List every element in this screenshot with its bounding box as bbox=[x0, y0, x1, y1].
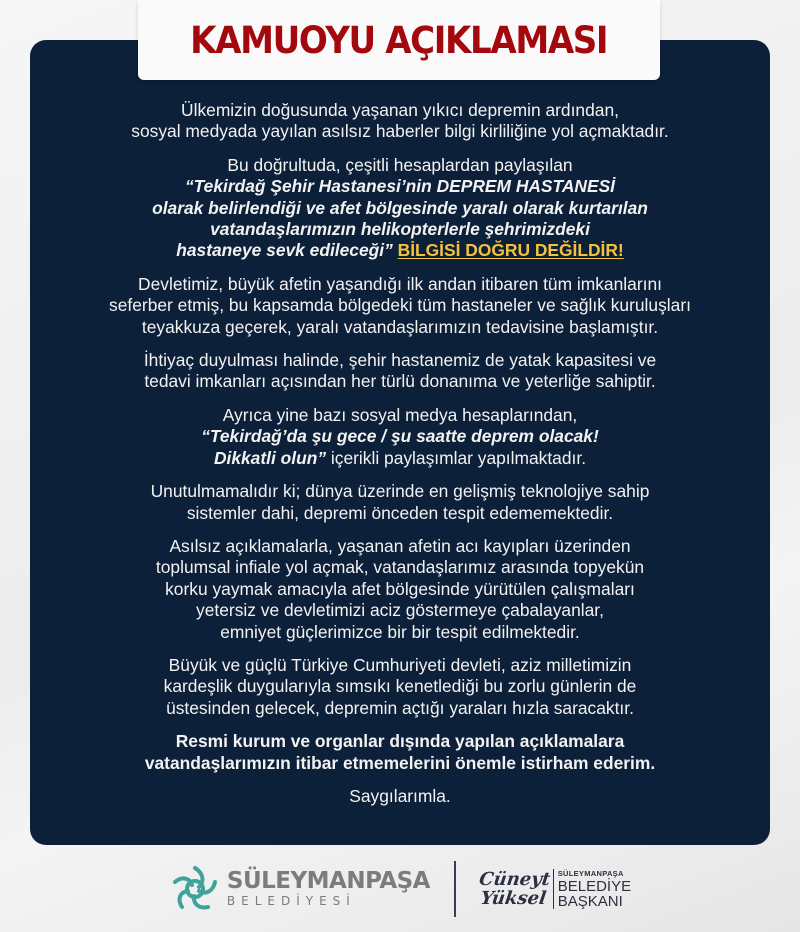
text-line: yetersiz ve devletimizi aciz göstermeye çabalayanlar, bbox=[196, 600, 604, 621]
paragraph-2 bbox=[30, 155, 770, 262]
text-line: Bu doğrultuda, çeşitli hesaplardan paylaşılan bbox=[227, 154, 573, 175]
paragraph-3 bbox=[30, 274, 770, 338]
text-line: sosyal medyada yayılan asılsız haberler bilgi kirliliğine yol açmaktadır. bbox=[131, 121, 669, 142]
mayor-title-line: BAŞKANI bbox=[557, 892, 623, 910]
quote-text: hastaneye sevk edileceği” bbox=[176, 240, 393, 261]
signature-first-name: Cüneyt bbox=[477, 868, 552, 890]
paragraph-1 bbox=[30, 100, 770, 143]
org-name-main: SÜLEYMANPAŞA bbox=[226, 867, 430, 894]
page-title: KAMUOYU AÇIKLAMASI bbox=[190, 18, 608, 62]
text-line: Resmi kurum ve organlar dışında yapılan açıklamalara bbox=[175, 731, 625, 752]
text-line: tedavi imkanları açısından her türlü donanıma ve yeterliğe sahiptir. bbox=[144, 371, 656, 392]
text-line: Devletimiz, büyük afetin yaşandığı ilk andan itibaren tüm imkanlarını bbox=[138, 273, 662, 294]
quote-line: “Tekirdağ’da şu gece / şu saatte deprem olacak! bbox=[201, 426, 599, 447]
mayor-title-line: BELEDİYE bbox=[557, 877, 632, 895]
mayor-signature-block bbox=[478, 869, 631, 909]
text-line: Asılsız açıklamalarla, yaşanan afetin acı kayıpları üzerinden bbox=[169, 535, 631, 556]
municipality-name bbox=[227, 869, 430, 909]
quote-line: vatandaşlarımızın helikopterlerle şehrimizdeki bbox=[210, 219, 590, 240]
text-line: İhtiyaç duyulması halinde, şehir hastanemiz de yatak kapasitesi ve bbox=[143, 350, 657, 371]
text-line: teyakkuza geçerek, yaralı vatandaşlarımızın tedavisine başlamıştır. bbox=[141, 316, 659, 337]
text-line: seferber etmiş, bu kapsamda bölgedeki tüm hastaneler ve sağlık kuruluşları bbox=[109, 295, 691, 316]
statement-body bbox=[30, 100, 770, 819]
closing bbox=[30, 786, 770, 807]
signature-last-name: Yüksel bbox=[479, 887, 548, 909]
text-line: Unutulmamalıdır ki; dünya üzerinde en gelişmiş teknolojiye sahip bbox=[150, 481, 650, 502]
paragraph-6 bbox=[30, 481, 770, 524]
text-line: korku yaymak amacıyla afet bölgesinde yürütülen çalışmaları bbox=[165, 578, 635, 599]
closing-text: Saygılarımla. bbox=[349, 785, 451, 806]
text-line: Ayrıca yine bazı sosyal medya hesaplarından, bbox=[222, 404, 578, 425]
mayor-title bbox=[553, 869, 631, 909]
quote-line: “Tekirdağ Şehir Hastanesi’nin DEPREM HASTANESİ bbox=[184, 176, 616, 197]
paragraph-5 bbox=[30, 405, 770, 469]
false-info-highlight: BİLGİSİ DOĞRU DEĞİLDİR! bbox=[397, 240, 624, 261]
quote-last-line bbox=[30, 240, 770, 261]
text-line: emniyet güçlerimizce bir bir tespit edilmektedir. bbox=[220, 621, 580, 642]
text-line: sistemler dahi, depremi önceden tespit edememektedir. bbox=[186, 502, 614, 523]
footer bbox=[0, 845, 800, 932]
org-name-sub: BELEDİYESİ bbox=[226, 893, 356, 908]
title-banner bbox=[138, 0, 660, 80]
mayor-signature bbox=[475, 870, 551, 908]
paragraph-9 bbox=[30, 731, 770, 774]
text-line: üstesinden gelecek, depremin açtığı yaraları hızla saracaktır. bbox=[166, 697, 634, 718]
suleymanpasa-star-logo-icon bbox=[169, 863, 221, 915]
text-fragment: içerikli paylaşımlar yapılmaktadır. bbox=[326, 447, 587, 468]
text-line: Büyük ve güçlü Türkiye Cumhuriyeti devleti, aziz milletimizin bbox=[168, 654, 632, 675]
text-line: kardeşlik duygularıyla sımsıkı kenetlediği bu zorlu günlerin de bbox=[163, 676, 637, 697]
quote-end-line bbox=[30, 448, 770, 469]
footer-divider bbox=[454, 861, 456, 917]
paragraph-4 bbox=[30, 350, 770, 393]
quote-text: Dikkatli olun” bbox=[213, 447, 327, 468]
quote-line: olarak belirlendiği ve afet bölgesinde yaralı olarak kurtarılan bbox=[152, 197, 648, 218]
municipality-logo bbox=[169, 863, 430, 915]
text-line: toplumsal infiale yol açmak, vatandaşlarımız arasında topyekün bbox=[155, 557, 645, 578]
text-line: Ülkemizin doğusunda yaşanan yıkıcı depremin ardından, bbox=[181, 100, 619, 120]
mayor-title-org: SÜLEYMANPAŞA bbox=[557, 868, 624, 878]
text-line: vatandaşlarımızın itibar etmemelerini önemle istirham ederim. bbox=[144, 752, 656, 773]
paragraph-7 bbox=[30, 536, 770, 643]
paragraph-8 bbox=[30, 655, 770, 719]
